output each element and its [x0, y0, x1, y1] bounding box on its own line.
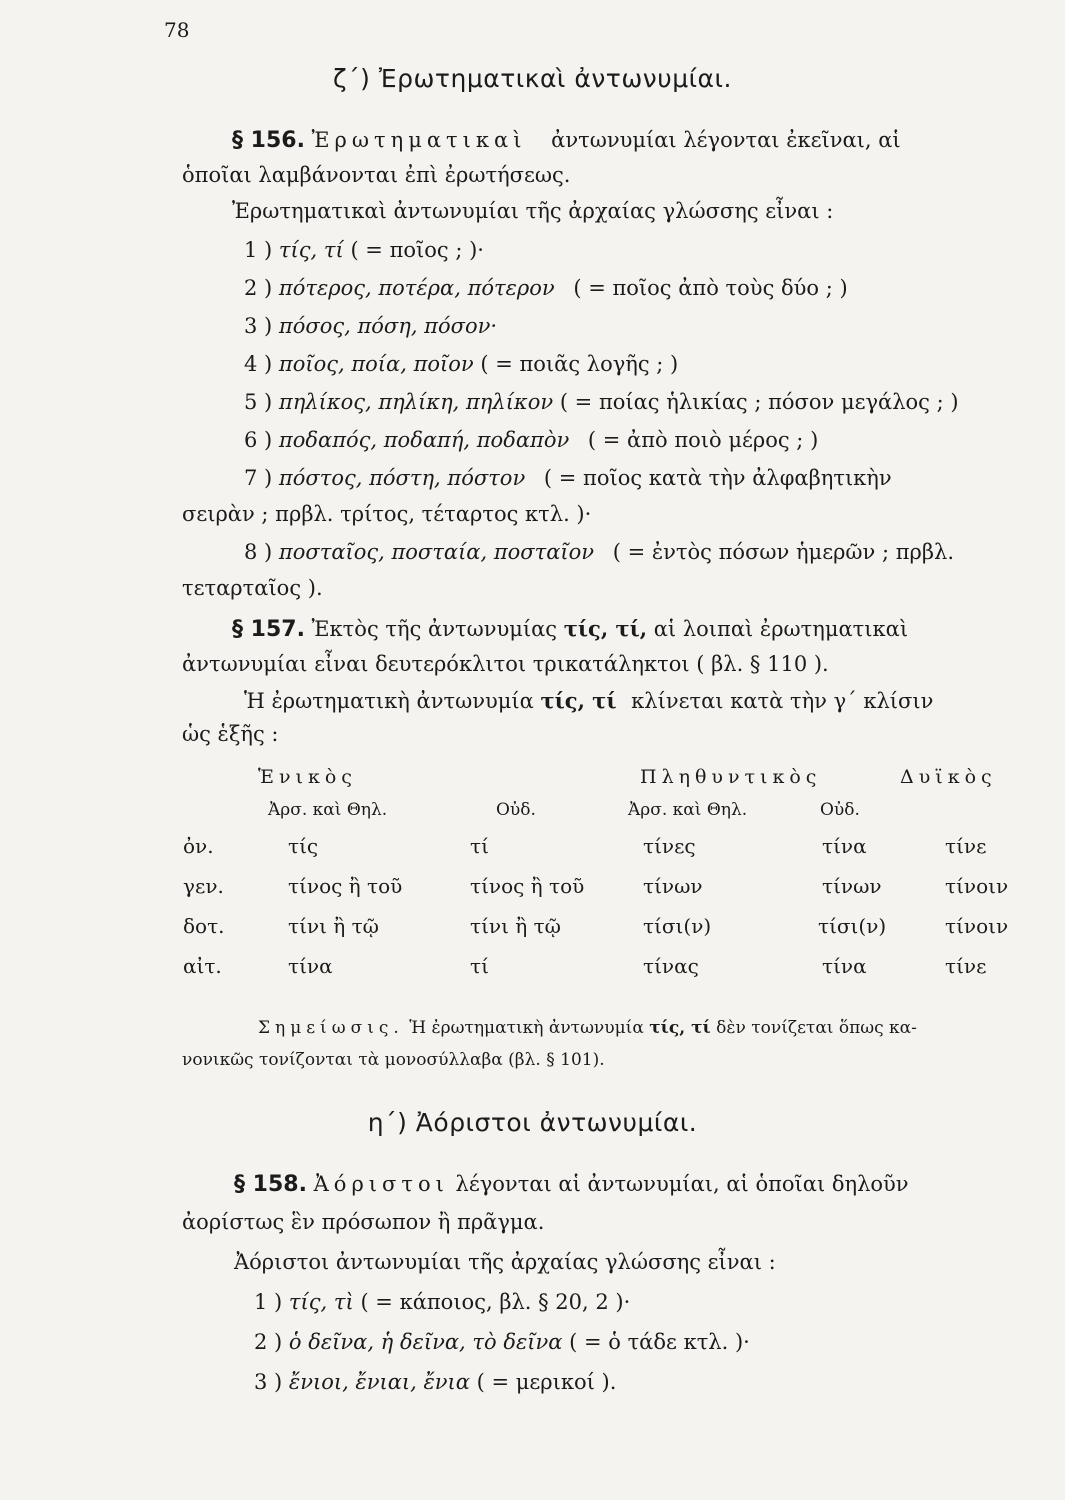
page-number: 78	[164, 18, 190, 42]
paragraph-157-line-3: Ἡ ἐρωτηματικὴ ἀντωνυμία τίς, τί κλίνεται κατὰ τὴν γ΄ κλίσιν	[244, 688, 934, 713]
subheader: Ἀρσ. καὶ Θηλ.	[268, 800, 388, 820]
paragraph-156-line-1: § 156. Ἐρωτηματικαὶ ἀντωνυμίαι λέγονται ἐκεῖναι, αἱ	[232, 128, 901, 153]
list-item: 1 ) τίς, τί ( = ποῖος ; )·	[244, 238, 484, 262]
note-label: Σημείωσις.	[258, 1018, 404, 1038]
header-singular: Ἑνικὸς	[258, 766, 357, 788]
section-heading-indefinite: η΄) Ἀόριστοι ἀντωνυμίαι.	[367, 1108, 698, 1137]
subheader: Οὐδ.	[496, 800, 536, 820]
list-item: 3 ) ἔνιοι, ἔνιαι, ἔνια ( = μερικοί ).	[254, 1370, 617, 1394]
section-number: § 156.	[232, 128, 305, 153]
list-item: 4 ) ποῖος, ποία, ποῖον ( = ποιᾶς λογῆς ; )	[244, 352, 679, 376]
paragraph-157-line-4: ὡς ἑξῆς :	[182, 722, 279, 746]
list-item-continuation: τεταρταῖος ).	[182, 576, 323, 600]
list-item: 6 ) ποδαπός, ποδαπή, ποδαπὸν ( = ἀπὸ ποιὸ μέρος ; )	[244, 428, 819, 452]
list-item: 8 ) ποσταῖος, ποσταία, ποσταῖον ( = ἐντὸς πόσων ἡμερῶν ; πρβλ.	[244, 540, 955, 564]
paragraph-158-line-1: § 158. Ἀόριστοι λέγονται αἱ ἀντωνυμίαι, αἱ ὁποῖαι δηλοῦν	[234, 1172, 909, 1197]
list-item-continuation: σειρὰν ; πρβλ. τρίτος, τέταρτος κτλ. )·	[182, 502, 592, 526]
note-line-2: νονικῶς τονίζονται τὰ μονοσύλλαβα (βλ. § 101).	[182, 1050, 605, 1070]
paragraph-158-line-3: Ἀόριστοι ἀντωνυμίαι τῆς ἀρχαίας γλώσσης εἶναι :	[234, 1250, 776, 1274]
subheader: Ἀρσ. καὶ Θηλ.	[628, 800, 748, 820]
section-number: § 158.	[234, 1172, 307, 1197]
subheader: Οὐδ.	[820, 800, 860, 820]
paragraph-158-line-2: ἀορίστως ἓν πρόσωπον ἢ πρᾶγμα.	[182, 1210, 545, 1234]
section-heading-interrogative: ζ΄) Ἐρωτηματικαὶ ἀντωνυμίαι.	[333, 64, 732, 93]
list-item: 7 ) πόστος, πόστη, πόστον ( = ποῖος κατὰ τὴν ἀλφαβητικὴν	[244, 466, 892, 490]
note-line-1: Σημείωσις. Ἡ ἐρωτηματικὴ ἀντωνυμία τίς, τί δὲν τονίζεται ὅπως κα-	[258, 1018, 917, 1038]
list-item: 5 ) πηλίκος, πηλίκη, πηλίκον ( = ποίας ἡλικίας ; πόσον μεγάλος ; )	[244, 390, 959, 414]
defined-term: Ἐρωτηματικαὶ	[311, 128, 527, 152]
paragraph-156-line-3: Ἐρωτηματικαὶ ἀντωνυμίαι τῆς ἀρχαίας γλώσσης εἶναι :	[232, 199, 834, 223]
paragraph-157-line-2: ἀντωνυμίαι εἶναι δευτερόκλιτοι τρικατάληκτοι ( βλ. § 110 ).	[182, 652, 829, 676]
paragraph-157-line-1: § 157. Ἐκτὸς τῆς ἀντωνυμίας τίς, τί, αἱ λοιπαὶ ἐρωτηματικαὶ	[232, 616, 909, 642]
list-item: 2 ) πότερος, ποτέρα, πότερον ( = ποῖος ἀπὸ τοὺς δύο ; )	[244, 276, 848, 300]
header-dual: Δυϊκὸς	[900, 766, 997, 788]
section-number: § 157.	[232, 617, 305, 642]
list-item: 3 ) πόσος, πόση, πόσον·	[244, 314, 498, 338]
header-plural: Πληθυντικὸς	[640, 766, 822, 788]
list-item: 1 ) τίς, τὶ ( = κάποιος, βλ. § 20, 2 )·	[254, 1290, 631, 1314]
book-page: 78 ζ΄) Ἐρωτηματικαὶ ἀντωνυμίαι. § 156. Ἐρωτηματικαὶ ἀντωνυμίαι λέγονται ἐκεῖναι, αἱ ὁποῖαι λαμβάνονται ἐπὶ ἐρωτήσεως. Ἐρωτηματικαὶ ἀντωνυμίαι τῆς ἀρχαίας γλώσσης εἶναι : 1 ) τίς, τί ( = ποῖος ; )· 2 ) πότερος, ποτέρα, πότερον ( = ποῖος ἀπὸ τοὺς δύο ; ) 3 ) πόσος, πόση, πόσον· 4 ) ποῖος, ποία, ποῖον ( = ποιᾶς λογῆς ; ) 5 ) πηλίκος, πηλίκη, πηλίκον ( = ποίας ἡλικίας ; πόσον μεγάλος ; ) 6 ) ποδαπός, ποδαπή, ποδαπὸν ( = ἀπὸ ποιὸ μέρος ; ) 7 ) πόστος, πόστη, πόστον ( = ποῖος κατὰ τὴν ἀλφαβητικὴν σειρὰν ; πρβλ. τρίτος, τέταρτος κτλ. )· 8 ) ποσταῖος, ποσταία, ποσταῖον ( = ἐντὸς πόσων ἡμερῶν ; πρβλ. τεταρταῖος ). § 157. Ἐκτὸς τῆς ἀντωνυμίας τίς, τί, αἱ λοιπαὶ ἐρωτηματικαὶ ἀντωνυμίαι εἶναι δευτερόκλιτοι τρικατάληκτοι ( βλ. § 110 ). Ἡ ἐρωτηματικὴ ἀντωνυμία τίς, τί κλίνεται κατὰ τὴν γ΄ κλίσιν ὡς ἑξῆς : Ἑνικὸς Πληθυντικὸς Δυϊκὸς Ἀρσ. καὶ Θηλ. Οὐδ. Ἀρσ. καὶ Θηλ. Οὐδ. ὀν. τίς τί τίνες τίνα τίνε γεν. τίνος ἢ τοῦ τίνος ἢ τοῦ τίνων τίνων τίνοιν δοτ. τίνι ἢ τῷ τίνι ἢ τῷ τίσι(ν) τίσι(ν) τίνοιν αἰτ. τίνα τί τίνας τίνα τίνε Σημείωσις. Ἡ ἐρωτηματικὴ ἀντωνυμία τίς, τί δὲν τονίζεται ὅπως κα- νονικῶς τονίζονται τὰ μονοσύλλαβα (βλ. § 101). η΄) Ἀόριστοι ἀντωνυμίαι. § 158. Ἀόριστοι λέγονται αἱ ἀντωνυμίαι, αἱ ὁποῖαι δηλοῦν ἀορίστως ἓν πρόσωπον ἢ πρᾶγμα. Ἀόριστοι ἀντωνυμίαι τῆς ἀρχαίας γλώσσης εἶναι : 1 ) τίς, τὶ ( = κάποιος, βλ. § 20, 2 )· 2 ) ὁ δεῖνα, ἡ δεῖνα, τὸ δεῖνα ( = ὁ τάδε κτλ. )· 3 ) ἔνιοι, ἔνιαι, ἔνια ( = μερικοί ).	[0, 0, 1065, 1500]
paragraph-156-line-2: ὁποῖαι λαμβάνονται ἐπὶ ἐρωτήσεως.	[182, 163, 571, 187]
defined-term: Ἀόριστοι	[313, 1172, 449, 1196]
list-item: 2 ) ὁ δεῖνα, ἡ δεῖνα, τὸ δεῖνα ( = ὁ τάδε κτλ. )·	[254, 1330, 750, 1354]
